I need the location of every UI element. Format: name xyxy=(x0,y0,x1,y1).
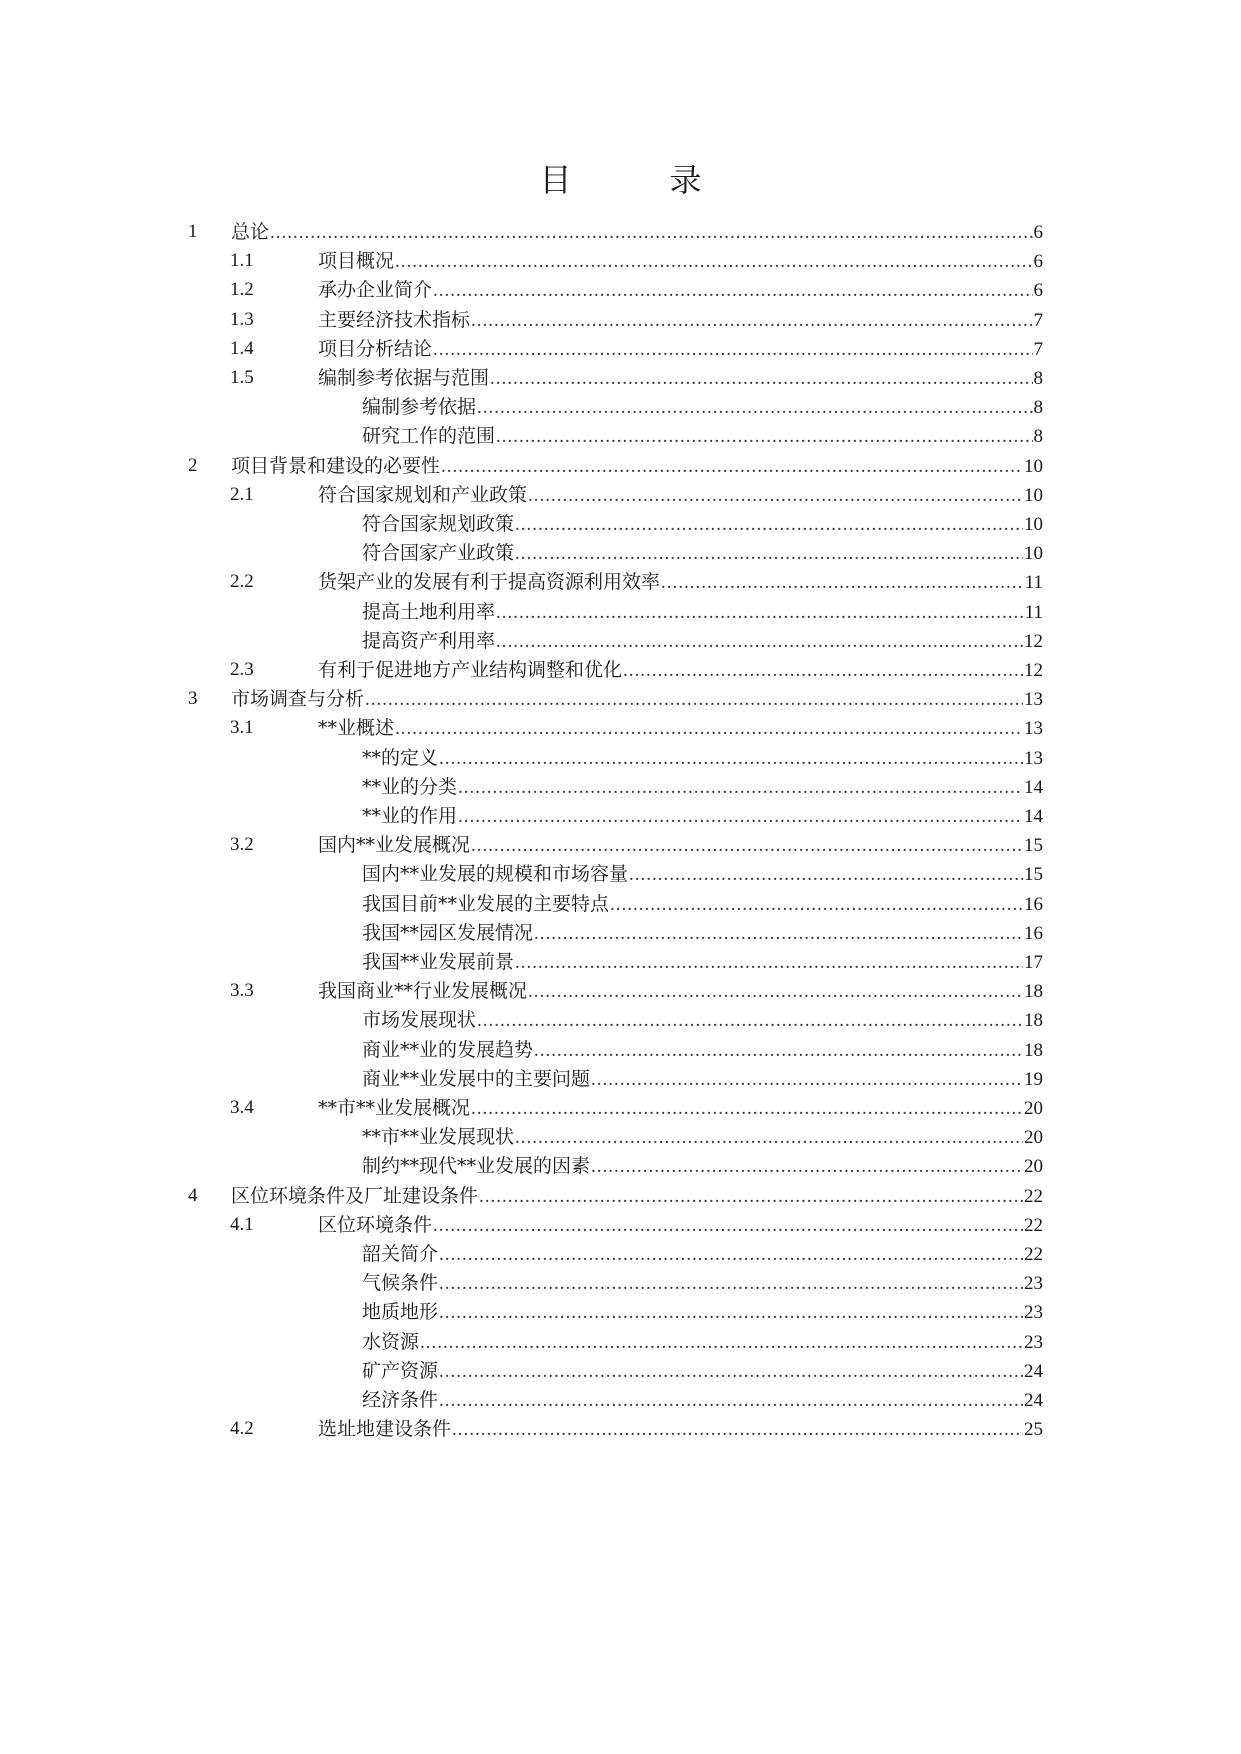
toc-entry[interactable] xyxy=(362,742,1043,774)
toc-entry-title: 货架产业的发展有利于提高资源利用效率 xyxy=(318,571,661,594)
toc-entry-page-number: 6 xyxy=(1033,222,1043,243)
toc-entry-title: 总论 xyxy=(231,221,270,243)
toc-entry-title: 项目概况 xyxy=(318,250,395,273)
toc-dot-leader xyxy=(439,1268,1023,1300)
toc-heading-char: 目 xyxy=(539,161,572,199)
toc-entry-number: 2.3 xyxy=(230,659,254,680)
toc-entry[interactable] xyxy=(318,479,1043,511)
toc-entry-page-number: 24 xyxy=(1024,1360,1043,1382)
toc-dot-leader xyxy=(439,1385,1023,1417)
toc-entry-page-number: 8 xyxy=(1033,397,1043,419)
toc-entry-title: 水资源 xyxy=(362,1330,420,1353)
toc-entry-title: 研究工作的范围 xyxy=(362,425,496,448)
toc-entry[interactable] xyxy=(231,683,1043,715)
toc-entry-number: 1.1 xyxy=(230,250,254,272)
toc-heading-char: 录 xyxy=(669,161,702,199)
toc-entry-page-number: 18 xyxy=(1024,1039,1043,1061)
toc-entry[interactable] xyxy=(362,888,1043,920)
toc-dot-leader xyxy=(395,713,1023,745)
toc-entry-title: 商业**业的发展趋势 xyxy=(362,1038,534,1061)
toc-entry[interactable] xyxy=(318,654,1043,686)
toc-entry-number: 1 xyxy=(188,221,198,242)
toc-entry[interactable] xyxy=(362,625,1043,657)
toc-entry-number: 4.2 xyxy=(230,1418,254,1440)
toc-dot-leader xyxy=(395,246,1032,278)
toc-entry-page-number: 16 xyxy=(1024,893,1043,915)
toc-dot-leader xyxy=(515,1122,1023,1154)
toc-entry[interactable] xyxy=(231,216,1043,248)
toc-entry[interactable] xyxy=(362,596,1043,628)
toc-entry-title: **业的分类 xyxy=(362,775,458,798)
toc-entry-title: 选址地建设条件 xyxy=(318,1418,452,1441)
toc-entry[interactable] xyxy=(362,800,1043,832)
toc-entry-page-number: 13 xyxy=(1024,689,1043,711)
toc-entry-number: 1.2 xyxy=(230,279,254,301)
toc-dot-leader xyxy=(458,772,1023,804)
toc-dot-leader xyxy=(420,1327,1023,1359)
toc-entry-title: **业的作用 xyxy=(362,805,458,827)
toc-entry-title: 韶关简介 xyxy=(362,1243,439,1265)
toc-entry-title: 我国商业**行业发展概况 xyxy=(318,980,528,1003)
toc-entry-page-number: 6 xyxy=(1033,280,1043,302)
toc-dot-leader xyxy=(433,1210,1023,1242)
toc-entry-page-number: 10 xyxy=(1024,484,1043,506)
toc-entry-page-number: 20 xyxy=(1024,1156,1043,1178)
toc-entry-title: 项目背景和建设的必要性 xyxy=(231,454,441,477)
toc-entry[interactable] xyxy=(362,1326,1043,1358)
toc-dot-leader xyxy=(496,626,1023,658)
toc-dot-leader xyxy=(270,217,1032,249)
toc-entry-title: 国内**业发展的规模和市场容量 xyxy=(362,863,629,886)
toc-entry-page-number: 23 xyxy=(1024,1302,1043,1324)
toc-entry-title: 市场发展现状 xyxy=(362,1009,477,1032)
toc-entry-page-number: 18 xyxy=(1024,1010,1043,1032)
toc-entry[interactable] xyxy=(318,245,1043,277)
toc-entry-page-number: 23 xyxy=(1024,1273,1043,1295)
toc-dot-leader xyxy=(433,275,1032,307)
toc-entry-title: **市**业发展现状 xyxy=(362,1126,515,1149)
toc-entry-page-number: 14 xyxy=(1024,806,1043,827)
toc-entry-number: 1.5 xyxy=(230,367,254,388)
toc-entry-number: 3 xyxy=(188,688,198,710)
toc-entry-page-number: 17 xyxy=(1024,952,1043,973)
toc-entry-number: 3.1 xyxy=(230,717,254,739)
toc-entry-page-number: 24 xyxy=(1024,1390,1043,1411)
toc-entry-page-number: 10 xyxy=(1024,514,1043,535)
toc-dot-leader xyxy=(477,1005,1023,1037)
toc-entry[interactable] xyxy=(231,1180,1043,1212)
toc-entry-page-number: 14 xyxy=(1024,776,1043,798)
toc-entry-title: **的定义 xyxy=(362,746,439,769)
toc-dot-leader xyxy=(439,1356,1023,1388)
toc-entry[interactable] xyxy=(362,1034,1043,1066)
toc-entry-title: 提高资产利用率 xyxy=(362,629,496,652)
toc-dot-leader xyxy=(439,1239,1023,1271)
toc-entry[interactable] xyxy=(362,1267,1043,1299)
toc-entry-number: 3.4 xyxy=(230,1097,254,1118)
toc-entry[interactable] xyxy=(362,1150,1043,1182)
toc-dot-leader xyxy=(623,655,1023,687)
toc-entry[interactable] xyxy=(318,566,1043,598)
toc-entry[interactable] xyxy=(362,1355,1043,1387)
toc-entry[interactable] xyxy=(362,1296,1043,1328)
toc-dot-leader xyxy=(496,597,1024,629)
toc-entry[interactable] xyxy=(362,771,1043,803)
toc-entry[interactable] xyxy=(362,1384,1043,1416)
toc-entry[interactable] xyxy=(362,917,1043,949)
toc-entry-page-number: 22 xyxy=(1024,1185,1043,1207)
toc-entry-title: 符合国家产业政策 xyxy=(362,542,515,565)
toc-entry-page-number: 7 xyxy=(1033,338,1043,360)
toc-dot-leader xyxy=(661,567,1024,599)
toc-entry-title: 符合国家规划政策 xyxy=(362,513,515,535)
toc-entry-title: 区位环境条件 xyxy=(318,1213,433,1236)
toc-entry[interactable] xyxy=(318,1092,1043,1124)
toc-entry-page-number: 10 xyxy=(1024,455,1043,477)
toc-dot-leader xyxy=(515,538,1023,570)
toc-dot-leader xyxy=(534,1035,1023,1067)
toc-entry-page-number: 12 xyxy=(1024,630,1043,652)
toc-entry-title: 项目分析结论 xyxy=(318,337,433,360)
toc-dot-leader xyxy=(439,743,1023,775)
toc-dot-leader xyxy=(591,1064,1023,1096)
toc-entry[interactable] xyxy=(231,450,1043,482)
toc-entry-title: 提高土地利用率 xyxy=(362,600,496,623)
toc-dot-leader xyxy=(479,1181,1023,1213)
toc-entry[interactable] xyxy=(362,508,1043,540)
toc-entry-title: 市场调查与分析 xyxy=(231,688,365,711)
toc-entry-title: 符合国家规划和产业政策 xyxy=(318,483,528,506)
toc-dot-leader xyxy=(458,801,1023,833)
toc-entry-title: 矿产资源 xyxy=(362,1359,439,1382)
toc-entry[interactable] xyxy=(362,1063,1043,1095)
toc-entry-title: **业概述 xyxy=(318,717,395,740)
toc-entry-page-number: 10 xyxy=(1024,543,1043,565)
toc-dot-leader xyxy=(433,334,1032,366)
toc-entry[interactable] xyxy=(362,391,1043,423)
toc-entry-page-number: 13 xyxy=(1024,747,1043,769)
toc-dot-leader xyxy=(471,305,1032,337)
toc-entry-page-number: 11 xyxy=(1024,601,1043,623)
toc-entry[interactable] xyxy=(362,946,1043,978)
toc-entry[interactable] xyxy=(318,304,1043,336)
toc-entry-title: 主要经济技术指标 xyxy=(318,308,471,331)
toc-entry[interactable] xyxy=(318,1209,1043,1241)
toc-entry[interactable] xyxy=(362,420,1043,452)
toc-entry[interactable] xyxy=(318,712,1043,744)
toc-entry-title: 有利于促进地方产业结构调整和优化 xyxy=(318,659,623,681)
toc-heading xyxy=(0,160,1241,200)
toc-entry-number: 1.4 xyxy=(230,337,254,359)
toc-entry-page-number: 6 xyxy=(1033,251,1043,273)
toc-entry-page-number: 25 xyxy=(1024,1419,1043,1441)
toc-entry-number: 1.3 xyxy=(230,308,254,330)
toc-entry-title: 商业**业发展中的主要问题 xyxy=(362,1067,591,1090)
toc-dot-leader xyxy=(528,480,1023,512)
toc-entry-title: 经济条件 xyxy=(362,1389,439,1411)
toc-entry-title: 区位环境条件及厂址建设条件 xyxy=(231,1184,479,1207)
toc-entry-title: 编制参考依据 xyxy=(362,396,477,419)
toc-entry-page-number: 8 xyxy=(1033,426,1043,448)
toc-dot-leader xyxy=(490,363,1032,395)
toc-dot-leader xyxy=(496,421,1032,453)
toc-dot-leader xyxy=(629,859,1023,891)
toc-entry-number: 2 xyxy=(188,454,198,476)
toc-entry-title: 我国**园区发展情况 xyxy=(362,921,534,944)
toc-entry[interactable] xyxy=(362,1004,1043,1036)
toc-entry-page-number: 18 xyxy=(1024,981,1043,1003)
toc-entry-page-number: 16 xyxy=(1024,922,1043,944)
toc-entry-number: 3.2 xyxy=(230,834,254,856)
toc-entry-title: 编制参考依据与范围 xyxy=(318,367,490,389)
toc-dot-leader xyxy=(477,392,1032,424)
toc-entry-title: 国内**业发展概况 xyxy=(318,834,471,857)
toc-dot-leader xyxy=(610,889,1023,921)
toc-dot-leader xyxy=(471,1093,1023,1125)
toc-entry-title: **市**业发展概况 xyxy=(318,1097,471,1119)
toc-dot-leader xyxy=(471,830,1023,862)
toc-entry-page-number: 8 xyxy=(1033,368,1043,389)
toc-entry[interactable] xyxy=(318,274,1043,306)
toc-dot-leader xyxy=(534,918,1023,950)
toc-entry-page-number: 15 xyxy=(1024,864,1043,886)
toc-dot-leader xyxy=(441,451,1023,483)
toc-entry-number: 2.2 xyxy=(230,571,254,593)
toc-entry[interactable] xyxy=(318,1413,1043,1445)
toc-dot-leader xyxy=(365,684,1023,716)
toc-dot-leader xyxy=(515,947,1023,979)
toc-entry-page-number: 12 xyxy=(1024,660,1043,681)
toc-entry-title: 制约**现代**业发展的因素 xyxy=(362,1155,591,1178)
toc-entry-page-number: 23 xyxy=(1024,1331,1043,1353)
toc-dot-leader xyxy=(591,1151,1023,1183)
toc-entry[interactable] xyxy=(318,829,1043,861)
toc-entry[interactable] xyxy=(318,362,1043,394)
toc-dot-leader xyxy=(515,509,1023,541)
toc-entry-page-number: 13 xyxy=(1024,718,1043,740)
toc-entry-number: 4.1 xyxy=(230,1213,254,1235)
toc-entry-title: 承办企业简介 xyxy=(318,279,433,302)
toc-entry-number: 2.1 xyxy=(230,483,254,505)
toc-dot-leader xyxy=(528,976,1023,1008)
toc-entry-number: 4 xyxy=(188,1184,198,1206)
toc-entry-page-number: 20 xyxy=(1024,1127,1043,1149)
toc-entry[interactable] xyxy=(318,975,1043,1007)
toc-entry-title: 气候条件 xyxy=(362,1272,439,1295)
toc-entry-page-number: 19 xyxy=(1024,1068,1043,1090)
toc-entry-page-number: 15 xyxy=(1024,835,1043,857)
toc-entry-title: 地质地形 xyxy=(362,1301,439,1324)
toc-dot-leader xyxy=(439,1297,1023,1329)
toc-entry-page-number: 20 xyxy=(1024,1098,1043,1119)
toc-entry-page-number: 22 xyxy=(1024,1244,1043,1265)
toc-entry[interactable] xyxy=(362,537,1043,569)
toc-entry[interactable] xyxy=(362,1121,1043,1153)
toc-entry-title: 我国**业发展前景 xyxy=(362,951,515,973)
toc-entry-number: 3.3 xyxy=(230,980,254,1002)
toc-dot-leader xyxy=(452,1414,1023,1446)
toc-entry[interactable] xyxy=(362,1238,1043,1270)
toc-entry-title: 我国目前**业发展的主要特点 xyxy=(362,892,610,915)
toc-entry-page-number: 22 xyxy=(1024,1214,1043,1236)
toc-entry-page-number: 11 xyxy=(1024,572,1043,594)
toc-entry[interactable] xyxy=(362,858,1043,890)
toc-entry[interactable] xyxy=(318,333,1043,365)
toc-entry-page-number: 7 xyxy=(1033,309,1043,331)
